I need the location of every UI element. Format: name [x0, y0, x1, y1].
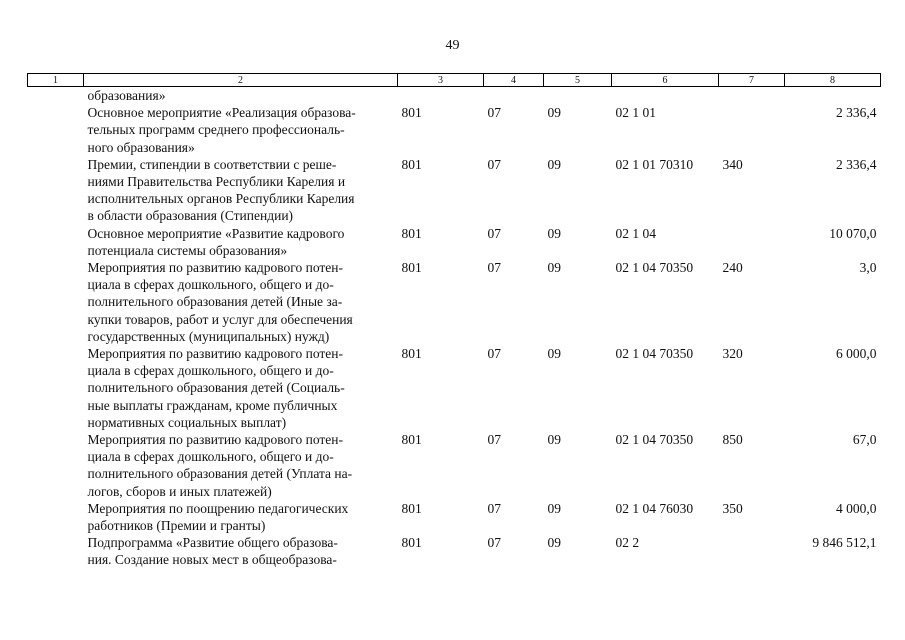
ministry-code: 801: [401, 156, 422, 172]
target-article-code: 02 1 04: [615, 225, 656, 241]
column-header-5: 5: [544, 74, 612, 87]
target-article-code: [612, 87, 719, 105]
row-name: Мероприятия по развитию кадрового потен- циала в сферах дошкольного, общего и до- полнительного образования детей (Социаль- ные выплаты гражданам, кроме публичных нормативных социальных выплат): [87, 346, 345, 430]
table-row: [28, 87, 881, 105]
row-name: образования»: [87, 88, 166, 103]
table-row: [28, 156, 881, 225]
expense-type-code: [719, 225, 785, 259]
row-name: Мероприятия по поощрению педагогических работников (Премии и гранты): [87, 500, 349, 534]
subsection-code: 09: [547, 500, 561, 516]
row-number-cell: [28, 225, 84, 259]
table-row: [28, 534, 881, 568]
row-name: Мероприятия по развитию кадрового потен- циала в сферах дошкольного, общего и до- полнительного образования детей (Иные за- купки товаров, работ и услуг для обеспечения государственных (муниципальных) нужд): [87, 260, 353, 344]
row-name: Подпрограмма «Развитие общего образова- ния. Создание новых мест в общеобразова-: [87, 535, 338, 568]
amount: 67,0: [852, 432, 877, 448]
row-number-cell: [28, 87, 84, 105]
target-article-code: 02 1 01 70310: [615, 156, 694, 172]
target-article-code: 02 1 04 70350: [615, 260, 694, 276]
expense-type-code: 350: [722, 500, 743, 516]
row-number-cell: [28, 156, 84, 225]
row-number-cell: [28, 500, 84, 534]
subsection-code: 09: [547, 260, 561, 276]
column-header-1: 1: [28, 74, 84, 87]
ministry-code: 801: [401, 535, 422, 551]
table-row: [28, 431, 881, 500]
expense-type-code: 240: [722, 260, 743, 276]
subsection-code: 09: [547, 535, 561, 551]
subsection-code: 09: [547, 346, 561, 362]
row-number-cell: [28, 345, 84, 431]
ministry-code: [398, 87, 484, 105]
section-code: 07: [487, 105, 501, 121]
table-row: [28, 259, 881, 345]
expense-type-code: [719, 534, 785, 568]
amount: 10 070,0: [829, 225, 877, 241]
amount: 6 000,0: [836, 346, 877, 362]
subsection-code: 09: [547, 105, 561, 121]
ministry-code: 801: [401, 346, 422, 362]
column-header-8: 8: [785, 74, 881, 87]
target-article-code: 02 2: [615, 535, 640, 551]
section-code: 07: [487, 500, 501, 516]
subsection-code: 09: [547, 225, 561, 241]
row-name: Основное мероприятие «Реализация образова- тельных программ среднего профессиональ- ного образования»: [87, 105, 356, 155]
target-article-code: 02 1 04 70350: [615, 432, 694, 448]
row-number-cell: [28, 534, 84, 568]
amount: 2 336,4: [836, 156, 877, 172]
section-code: 07: [487, 535, 501, 551]
column-header-4: 4: [484, 74, 544, 87]
target-article-code: 02 1 04 70350: [615, 346, 694, 362]
subsection-code: 09: [547, 432, 561, 448]
row-name: Основное мероприятие «Развитие кадрового потенциала системы образования»: [87, 225, 345, 258]
expense-type-code: 850: [722, 432, 743, 448]
row-number-cell: [28, 431, 84, 500]
table-row: [28, 500, 881, 534]
expense-type-code: [719, 87, 785, 105]
section-code: 07: [487, 432, 501, 448]
budget-table: [27, 73, 881, 569]
section-code: 07: [487, 346, 501, 362]
section-code: [484, 87, 544, 105]
column-header-3: 3: [398, 74, 484, 87]
row-name: Премии, стипендии в соответствии с реше- ниями Правительства Республики Карелия и исполнительных органов Республики Карелия в области образования (Стипендии): [87, 156, 355, 224]
ministry-code: 801: [401, 260, 422, 276]
amount: 2 336,4: [836, 105, 877, 121]
page-number: 49: [445, 38, 460, 53]
ministry-code: 801: [401, 105, 422, 121]
amount: 9 846 512,1: [812, 535, 877, 551]
section-code: 07: [487, 260, 501, 276]
table-body: [28, 87, 881, 569]
subsection-code: 09: [547, 156, 561, 172]
table-row: [28, 104, 881, 156]
row-number-cell: [28, 104, 84, 156]
table-row: [28, 225, 881, 259]
ministry-code: 801: [401, 432, 422, 448]
ministry-code: 801: [401, 225, 422, 241]
target-article-code: 02 1 04 76030: [615, 500, 694, 516]
amount: [785, 87, 881, 105]
row-number-cell: [28, 259, 84, 345]
column-number-row: [28, 74, 881, 87]
expense-type-code: 340: [722, 156, 743, 172]
column-header-6: 6: [612, 74, 719, 87]
expense-type-code: [719, 104, 785, 156]
subsection-code: [544, 87, 612, 105]
ministry-code: 801: [401, 500, 422, 516]
target-article-code: 02 1 01: [615, 105, 656, 121]
table-row: [28, 345, 881, 431]
section-code: 07: [487, 225, 501, 241]
column-header-2: 2: [84, 74, 398, 87]
row-name: Мероприятия по развитию кадрового потен- циала в сферах дошкольного, общего и до- полнительного образования детей (Уплата на- логов, сборов и иных платежей): [87, 432, 353, 499]
amount: 3,0: [859, 260, 877, 276]
amount: 4 000,0: [836, 500, 877, 516]
column-header-7: 7: [719, 74, 785, 87]
expense-type-code: 320: [722, 346, 743, 362]
section-code: 07: [487, 156, 501, 172]
